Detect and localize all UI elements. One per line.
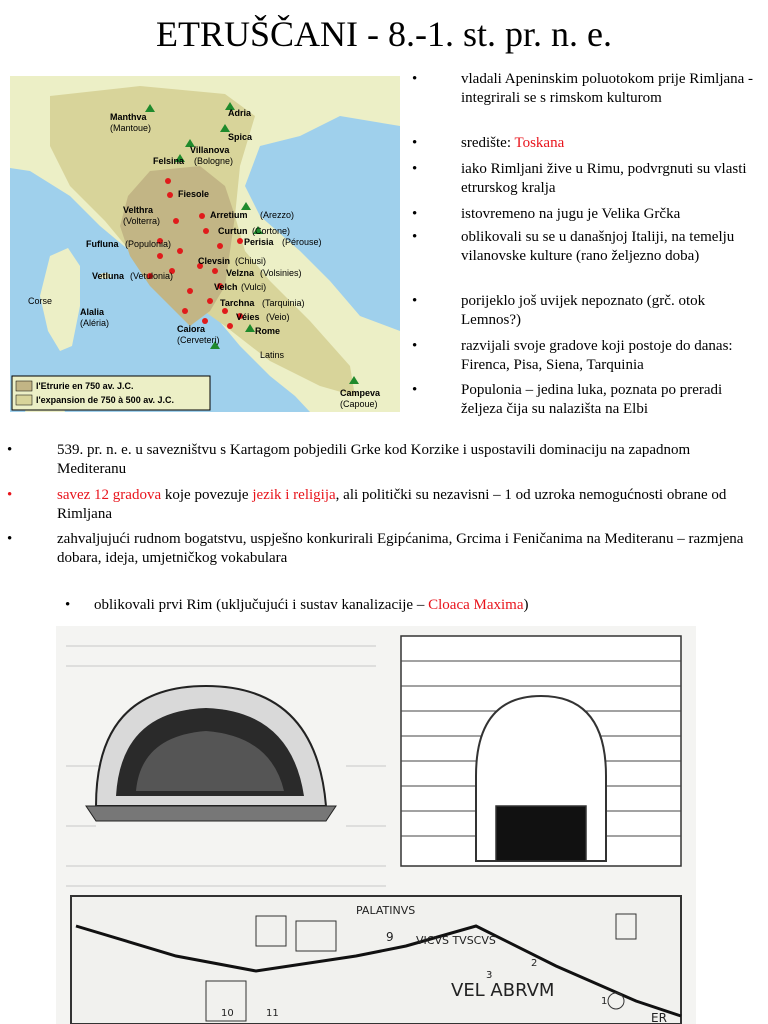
bullet-glyph: • <box>412 135 418 151</box>
label-rome: Rome <box>255 326 281 336</box>
label-velthra: Velthra <box>123 205 154 215</box>
bullet-glyph: • <box>412 206 418 222</box>
legend-expansion: l'expansion de 750 à 500 av. J.C. <box>36 395 175 405</box>
label-perisia: Perisia <box>244 237 274 247</box>
arch-diagram <box>401 636 681 866</box>
cloaca-drawing <box>56 626 696 1024</box>
full-bullet-1: 539. pr. n. e. u savezništvu s Kartagom pobjedili Grke kod Korzike i uspostavili dominaciju na zapadnom Mediteranu <box>57 442 691 477</box>
plan-num-1: 1 <box>601 996 608 1007</box>
label-arretium: Arretium <box>210 210 248 220</box>
label-mantoue: (Mantoue) <box>110 123 152 133</box>
bullet-glyph-red: • <box>7 487 13 503</box>
label-adria: Adria <box>228 108 252 118</box>
right-bullet-1: vladali Apeninskim poluotokom prije Rimljana - integrirali se s rimskom kulturom <box>461 71 754 106</box>
right-bullet-7: razvijali svoje gradove koji postoje do danas: Firenca, Pisa, Siena, Tarquinia <box>461 338 733 373</box>
label-clevsin: Clevsin <box>198 256 231 266</box>
bullet-glyph: • <box>412 161 418 177</box>
label-cortone: (Cortone) <box>252 226 291 236</box>
label-curtun: Curtun <box>218 226 248 236</box>
label-villanova: Villanova <box>190 145 230 155</box>
bullet-glyph: • <box>7 531 13 547</box>
label-vetluna: Vetluna <box>92 271 125 281</box>
bullet-glyph: • <box>412 71 418 87</box>
label-chiusi: (Chiusi) <box>235 256 267 266</box>
plan-num-3: 3 <box>486 970 493 981</box>
label-volterra: (Volterra) <box>123 216 161 226</box>
bullet-glyph: • <box>65 597 71 613</box>
full-bullet-4: oblikovali prvi Rim (uključujući i sustav kanalizacije – Cloaca Maxima) <box>94 597 529 613</box>
city-plan <box>71 896 681 1024</box>
label-volsinies: (Volsinies) <box>260 268 302 278</box>
label-populonia: (Populonia) <box>125 239 172 249</box>
plan-vicus: VICVS TVSCVS <box>416 934 496 947</box>
label-campeva: Campeva <box>340 388 381 398</box>
plan-er: ER <box>651 1011 667 1024</box>
plan-velabrum: VEL ABRVM <box>451 980 555 1001</box>
page-title: ETRUŠČANI - 8.-1. st. pr. n. e. <box>156 14 612 54</box>
label-bologne: (Bologne) <box>194 156 234 166</box>
right-bullet-2: središte: Toskana <box>461 135 565 151</box>
plan-num-11: 11 <box>266 1008 279 1019</box>
label-spica: Spica <box>228 132 253 142</box>
label-alalia: Alalia <box>80 307 105 317</box>
label-felsina: Felsina <box>153 156 185 166</box>
label-capoue: (Capoue) <box>340 399 378 409</box>
label-velzna: Velzna <box>226 268 255 278</box>
toskana-highlight: Toskana <box>514 135 565 151</box>
legend-etrurie: l'Etrurie en 750 av. J.C. <box>36 381 134 391</box>
right-bullet-4: istovremeno na jugu je Velika Grčka <box>461 206 681 222</box>
label-arezzo: (Arezzo) <box>260 210 295 220</box>
right-bullet-5: oblikovali su se u današnjoj Italiji, na temelju vilanovske kulture (rano željezno doba) <box>461 229 735 264</box>
etruria-map <box>10 76 400 412</box>
right-bullet-8: Populonia – jedina luka, poznata po preradi željeza čija su nalazišta na Elbi <box>461 382 723 417</box>
plan-num-2: 2 <box>531 958 538 969</box>
label-latins: Latins <box>260 350 285 360</box>
label-aleria: (Aléria) <box>80 318 110 328</box>
label-veio: (Veio) <box>266 312 290 322</box>
bullet-glyph: • <box>412 293 418 309</box>
label-velch: Velch <box>214 282 238 292</box>
label-veies: Véies <box>236 312 260 322</box>
label-fufluna: Fufluna <box>86 239 119 249</box>
right-bullet-3: iako Rimljani žive u Rimu, podvrgnuti su vlasti etrurskog kralja <box>461 161 747 196</box>
label-caiora: Caiora <box>177 324 206 334</box>
label-manthva: Manthva <box>110 112 147 122</box>
label-tarchna: Tarchna <box>220 298 255 308</box>
bullet-glyph: • <box>412 338 418 354</box>
map-legend <box>12 376 210 410</box>
label-vulci: (Vulci) <box>241 282 267 292</box>
bullet-glyph: • <box>412 229 418 245</box>
jezik-highlight: jezik i religija <box>252 487 336 503</box>
savez-highlight: savez 12 gradova <box>57 487 162 503</box>
bullet-glyph: • <box>7 442 13 458</box>
label-cerveteri: (Cerveteri) <box>177 335 220 345</box>
label-vetulonia: (Vetulonia) <box>130 271 174 281</box>
label-corse: Corse <box>28 296 53 306</box>
bullet-glyph: • <box>412 382 418 398</box>
cloaca-highlight: Cloaca Maxima <box>428 597 524 613</box>
right-bullet-6: porijeklo još uvijek nepoznato (grč. otok Lemnos?) <box>461 293 706 328</box>
full-bullet-3: zahvaljujući rudnom bogatstvu, uspješno konkurirali Egipćanima, Grcima i Feničanima na Mediteranu – razmjena dobara, ideja, umjetničkog vokabulara <box>57 531 744 566</box>
label-fiesole: Fiesole <box>178 189 210 199</box>
plan-num-10: 10 <box>221 1008 234 1019</box>
full-bullet-2: savez 12 gradova koje povezuje jezik i religija, ali politički su nezavisni – 1 od uzroka nemogućnosti obrane od Rimljana <box>57 487 727 522</box>
label-tarquinia: (Tarquinia) <box>262 298 305 308</box>
plan-num-9: 9 <box>386 930 394 944</box>
label-perouse: (Pérouse) <box>282 237 322 247</box>
plan-palatinus: PALATINVS <box>356 904 416 917</box>
